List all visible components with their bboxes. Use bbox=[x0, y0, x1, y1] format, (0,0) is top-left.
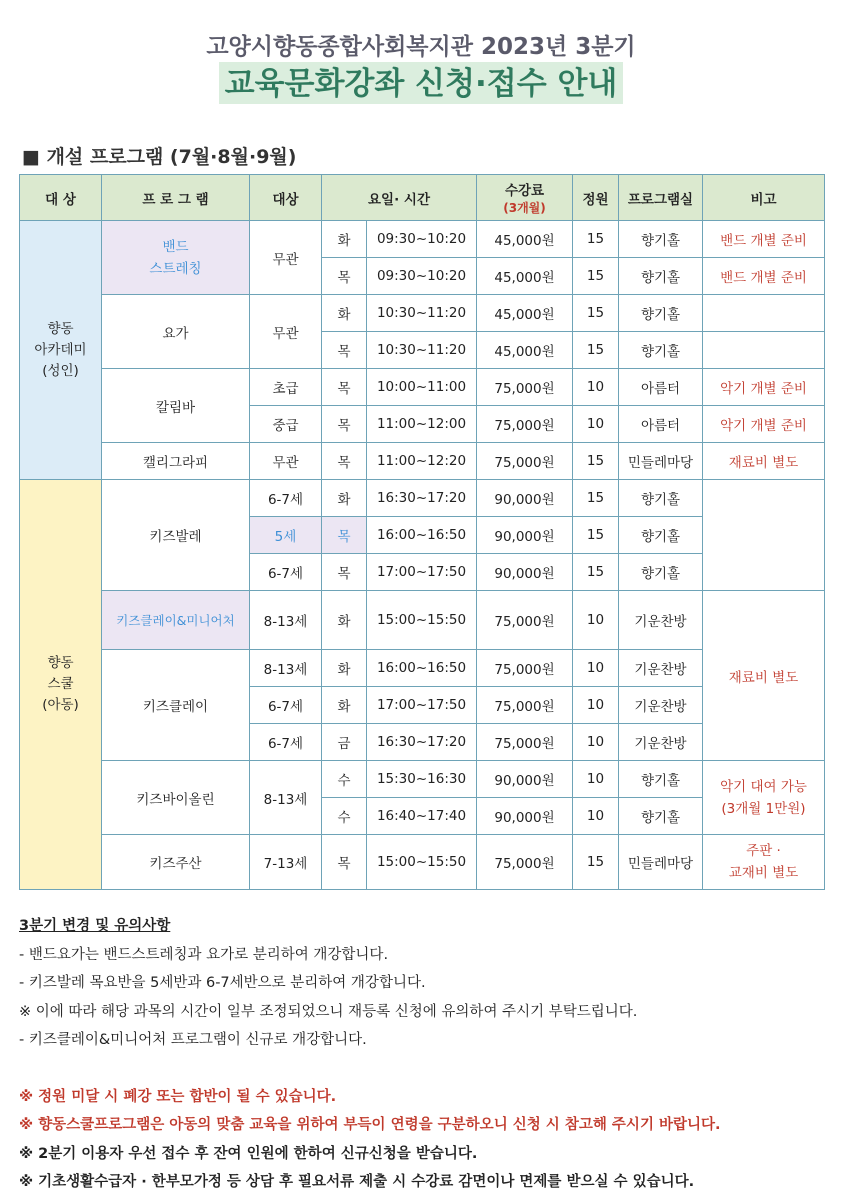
time-cell: 09:30~10:20 bbox=[367, 221, 477, 258]
fee-cell: 90,000원 bbox=[477, 517, 573, 554]
day-cell: 수 bbox=[322, 798, 367, 835]
table-header-row bbox=[20, 175, 825, 221]
section-title: ■ 개설 프로그램 (7월·8월·9월) bbox=[22, 146, 297, 168]
room-cell: 민들레마당 bbox=[619, 443, 703, 480]
target-cell: 7-13세 bbox=[250, 835, 322, 890]
program-table bbox=[19, 174, 825, 890]
program-calligraphy: 캘리그라피 bbox=[102, 443, 250, 480]
program-kids-abacus: 키즈주산 bbox=[102, 835, 250, 890]
day-cell: 화 bbox=[322, 687, 367, 724]
change-note: - 밴드요가는 밴드스트레칭과 요가로 분리하여 개강합니다. bbox=[19, 946, 389, 963]
day-cell: 화 bbox=[322, 591, 367, 650]
capacity-cell: 10 bbox=[573, 761, 619, 798]
day-cell: 목 bbox=[322, 835, 367, 890]
capacity-cell: 15 bbox=[573, 258, 619, 295]
day-cell: 금 bbox=[322, 724, 367, 761]
room-cell: 기운찬방 bbox=[619, 650, 703, 687]
fee-cell: 90,000원 bbox=[477, 798, 573, 835]
room-cell: 기운찬방 bbox=[619, 724, 703, 761]
header-note: 비고 bbox=[703, 175, 825, 221]
target-cell: 중급 bbox=[250, 406, 322, 443]
time-cell: 16:00~16:50 bbox=[367, 517, 477, 554]
time-cell: 10:30~11:20 bbox=[367, 295, 477, 332]
notes-section bbox=[19, 912, 721, 1197]
time-cell: 10:30~11:20 bbox=[367, 332, 477, 369]
fee-cell: 75,000원 bbox=[477, 369, 573, 406]
time-cell: 09:30~10:20 bbox=[367, 258, 477, 295]
target-cell: 6-7세 bbox=[250, 687, 322, 724]
capacity-cell: 15 bbox=[573, 443, 619, 480]
target-cell: 8-13세 bbox=[250, 761, 322, 835]
warning-note: ※ 향동스쿨프로그램은 아동의 맞춤 교육을 위하여 부득이 연령을 구분하오니 신청 시 참고해 주시기 바랍니다. bbox=[19, 1117, 721, 1133]
fee-cell: 75,000원 bbox=[477, 687, 573, 724]
time-cell: 17:00~17:50 bbox=[367, 687, 477, 724]
target-cell: 초급 bbox=[250, 369, 322, 406]
capacity-cell: 15 bbox=[573, 835, 619, 890]
fee-cell: 75,000원 bbox=[477, 406, 573, 443]
fee-cell: 90,000원 bbox=[477, 554, 573, 591]
day-cell: 목 bbox=[322, 517, 367, 554]
capacity-cell: 15 bbox=[573, 480, 619, 517]
room-cell: 향기홀 bbox=[619, 798, 703, 835]
program-yoga: 요가 bbox=[102, 295, 250, 369]
target-cell: 6-7세 bbox=[250, 724, 322, 761]
capacity-cell: 15 bbox=[573, 517, 619, 554]
time-cell: 10:00~11:00 bbox=[367, 369, 477, 406]
day-cell: 화 bbox=[322, 295, 367, 332]
header-group: 대 상 bbox=[20, 175, 102, 221]
day-cell: 화 bbox=[322, 650, 367, 687]
room-cell: 기운찬방 bbox=[619, 591, 703, 650]
table-row bbox=[20, 591, 825, 650]
fee-cell: 75,000원 bbox=[477, 724, 573, 761]
note-cell: 재료비 별도 bbox=[703, 443, 825, 480]
time-cell: 16:30~17:20 bbox=[367, 480, 477, 517]
day-cell: 목 bbox=[322, 369, 367, 406]
note-cell: 악기 개별 준비 bbox=[703, 406, 825, 443]
header-room: 프로그램실 bbox=[619, 175, 703, 221]
header-schedule: 요일· 시간 bbox=[322, 175, 477, 221]
fee-cell: 75,000원 bbox=[477, 443, 573, 480]
fee-cell: 45,000원 bbox=[477, 332, 573, 369]
org-title: 고양시향동종합사회복지관 2023년 3분기 bbox=[206, 34, 636, 60]
header-target: 대상 bbox=[250, 175, 322, 221]
note-cell bbox=[703, 295, 825, 332]
time-cell: 15:00~15:50 bbox=[367, 835, 477, 890]
capacity-cell: 10 bbox=[573, 724, 619, 761]
program-band-stretching: 밴드 스트레칭 bbox=[102, 221, 250, 295]
table-row bbox=[20, 443, 825, 480]
program-kalimba: 칼림바 bbox=[102, 369, 250, 443]
fee-cell: 45,000원 bbox=[477, 258, 573, 295]
program-kids-violin: 키즈바이올린 bbox=[102, 761, 250, 835]
room-cell: 향기홀 bbox=[619, 295, 703, 332]
note-cell bbox=[703, 332, 825, 369]
time-cell: 15:30~16:30 bbox=[367, 761, 477, 798]
time-cell: 16:40~17:40 bbox=[367, 798, 477, 835]
fee-cell: 75,000원 bbox=[477, 650, 573, 687]
change-note: - 키즈클레이&미니어처 프로그램이 신규로 개강합니다. bbox=[19, 1032, 367, 1048]
group-adult: 향동 아카데미 (성인) bbox=[20, 221, 102, 480]
room-cell: 향기홀 bbox=[619, 554, 703, 591]
capacity-cell: 15 bbox=[573, 221, 619, 258]
note-cell: 밴드 개별 준비 bbox=[703, 221, 825, 258]
note-cell bbox=[703, 480, 825, 591]
capacity-cell: 10 bbox=[573, 369, 619, 406]
table-row bbox=[20, 369, 825, 406]
table-row bbox=[20, 835, 825, 890]
change-note: ※ 이에 따라 해당 과목의 시간이 일부 조정되었으니 재등록 신청에 유의하여 주시기 부탁드립니다. bbox=[19, 1003, 638, 1020]
room-cell: 민들레마당 bbox=[619, 835, 703, 890]
target-cell: 6-7세 bbox=[250, 480, 322, 517]
target-cell: 5세 bbox=[250, 517, 322, 554]
room-cell: 향기홀 bbox=[619, 332, 703, 369]
fee-cell: 75,000원 bbox=[477, 591, 573, 650]
capacity-cell: 15 bbox=[573, 332, 619, 369]
capacity-cell: 10 bbox=[573, 406, 619, 443]
note-cell: 악기 개별 준비 bbox=[703, 369, 825, 406]
header-fee bbox=[477, 175, 573, 221]
header-fee-sub: (3개월) bbox=[503, 201, 546, 215]
notes-title: 3분기 변경 및 유의사항 bbox=[19, 918, 171, 934]
capacity-cell: 10 bbox=[573, 650, 619, 687]
room-cell: 향기홀 bbox=[619, 761, 703, 798]
day-cell: 목 bbox=[322, 443, 367, 480]
day-cell: 목 bbox=[322, 332, 367, 369]
capacity-cell: 15 bbox=[573, 554, 619, 591]
room-cell: 아름터 bbox=[619, 369, 703, 406]
capacity-cell: 10 bbox=[573, 591, 619, 650]
time-cell: 11:00~12:00 bbox=[367, 406, 477, 443]
day-cell: 화 bbox=[322, 221, 367, 258]
capacity-cell: 10 bbox=[573, 687, 619, 724]
info-note: ※ 2분기 이용자 우선 접수 후 잔여 인원에 한하여 신규신청을 받습니다. bbox=[19, 1145, 478, 1162]
fee-cell: 90,000원 bbox=[477, 480, 573, 517]
warning-note: ※ 정원 미달 시 폐강 또는 합반이 될 수 있습니다. bbox=[19, 1088, 337, 1105]
header-capacity: 정원 bbox=[573, 175, 619, 221]
day-cell: 목 bbox=[322, 554, 367, 591]
day-cell: 목 bbox=[322, 406, 367, 443]
time-cell: 16:00~16:50 bbox=[367, 650, 477, 687]
day-cell: 목 bbox=[322, 258, 367, 295]
page-title: 교육문화강좌 신청·접수 안내 bbox=[219, 62, 624, 104]
time-cell: 15:00~15:50 bbox=[367, 591, 477, 650]
room-cell: 향기홀 bbox=[619, 480, 703, 517]
target-cell: 8-13세 bbox=[250, 591, 322, 650]
room-cell: 기운찬방 bbox=[619, 687, 703, 724]
fee-cell: 45,000원 bbox=[477, 295, 573, 332]
target-cell: 6-7세 bbox=[250, 554, 322, 591]
target-cell: 8-13세 bbox=[250, 650, 322, 687]
day-cell: 수 bbox=[322, 761, 367, 798]
capacity-cell: 15 bbox=[573, 295, 619, 332]
fee-cell: 90,000원 bbox=[477, 761, 573, 798]
room-cell: 아름터 bbox=[619, 406, 703, 443]
program-kids-ballet: 키즈발레 bbox=[102, 480, 250, 591]
change-note: - 키즈발레 목요반을 5세반과 6-7세반으로 분리하여 개강합니다. bbox=[19, 975, 426, 991]
day-cell: 화 bbox=[322, 480, 367, 517]
target-cell: 무관 bbox=[250, 295, 322, 369]
header-fee-label: 수강료 bbox=[504, 183, 545, 199]
room-cell: 향기홀 bbox=[619, 517, 703, 554]
header-program: 프 로 그 램 bbox=[102, 175, 250, 221]
room-cell: 향기홀 bbox=[619, 258, 703, 295]
table-row bbox=[20, 480, 825, 517]
note-cell: 밴드 개별 준비 bbox=[703, 258, 825, 295]
note-cell: 주판 · 교재비 별도 bbox=[703, 835, 825, 890]
time-cell: 11:00~12:20 bbox=[367, 443, 477, 480]
time-cell: 17:00~17:50 bbox=[367, 554, 477, 591]
note-cell: 재료비 별도 bbox=[703, 591, 825, 761]
table-row bbox=[20, 221, 825, 258]
target-cell: 무관 bbox=[250, 443, 322, 480]
capacity-cell: 10 bbox=[573, 798, 619, 835]
note-cell: 악기 대여 가능 (3개월 1만원) bbox=[703, 761, 825, 835]
group-kids: 향동 스쿨 (아동) bbox=[20, 480, 102, 890]
program-kids-clay-miniature: 키즈클레이&미니어처 bbox=[102, 591, 250, 650]
target-cell: 무관 bbox=[250, 221, 322, 295]
room-cell: 향기홀 bbox=[619, 221, 703, 258]
time-cell: 16:30~17:20 bbox=[367, 724, 477, 761]
fee-cell: 45,000원 bbox=[477, 221, 573, 258]
fee-cell: 75,000원 bbox=[477, 835, 573, 890]
table-row bbox=[20, 761, 825, 798]
program-kids-clay: 키즈클레이 bbox=[102, 650, 250, 761]
info-note: ※ 기초생활수급자 · 한부모가정 등 상담 후 필요서류 제출 시 수강료 감면이나 면제를 받으실 수 있습니다. bbox=[19, 1174, 695, 1190]
table-row bbox=[20, 295, 825, 332]
